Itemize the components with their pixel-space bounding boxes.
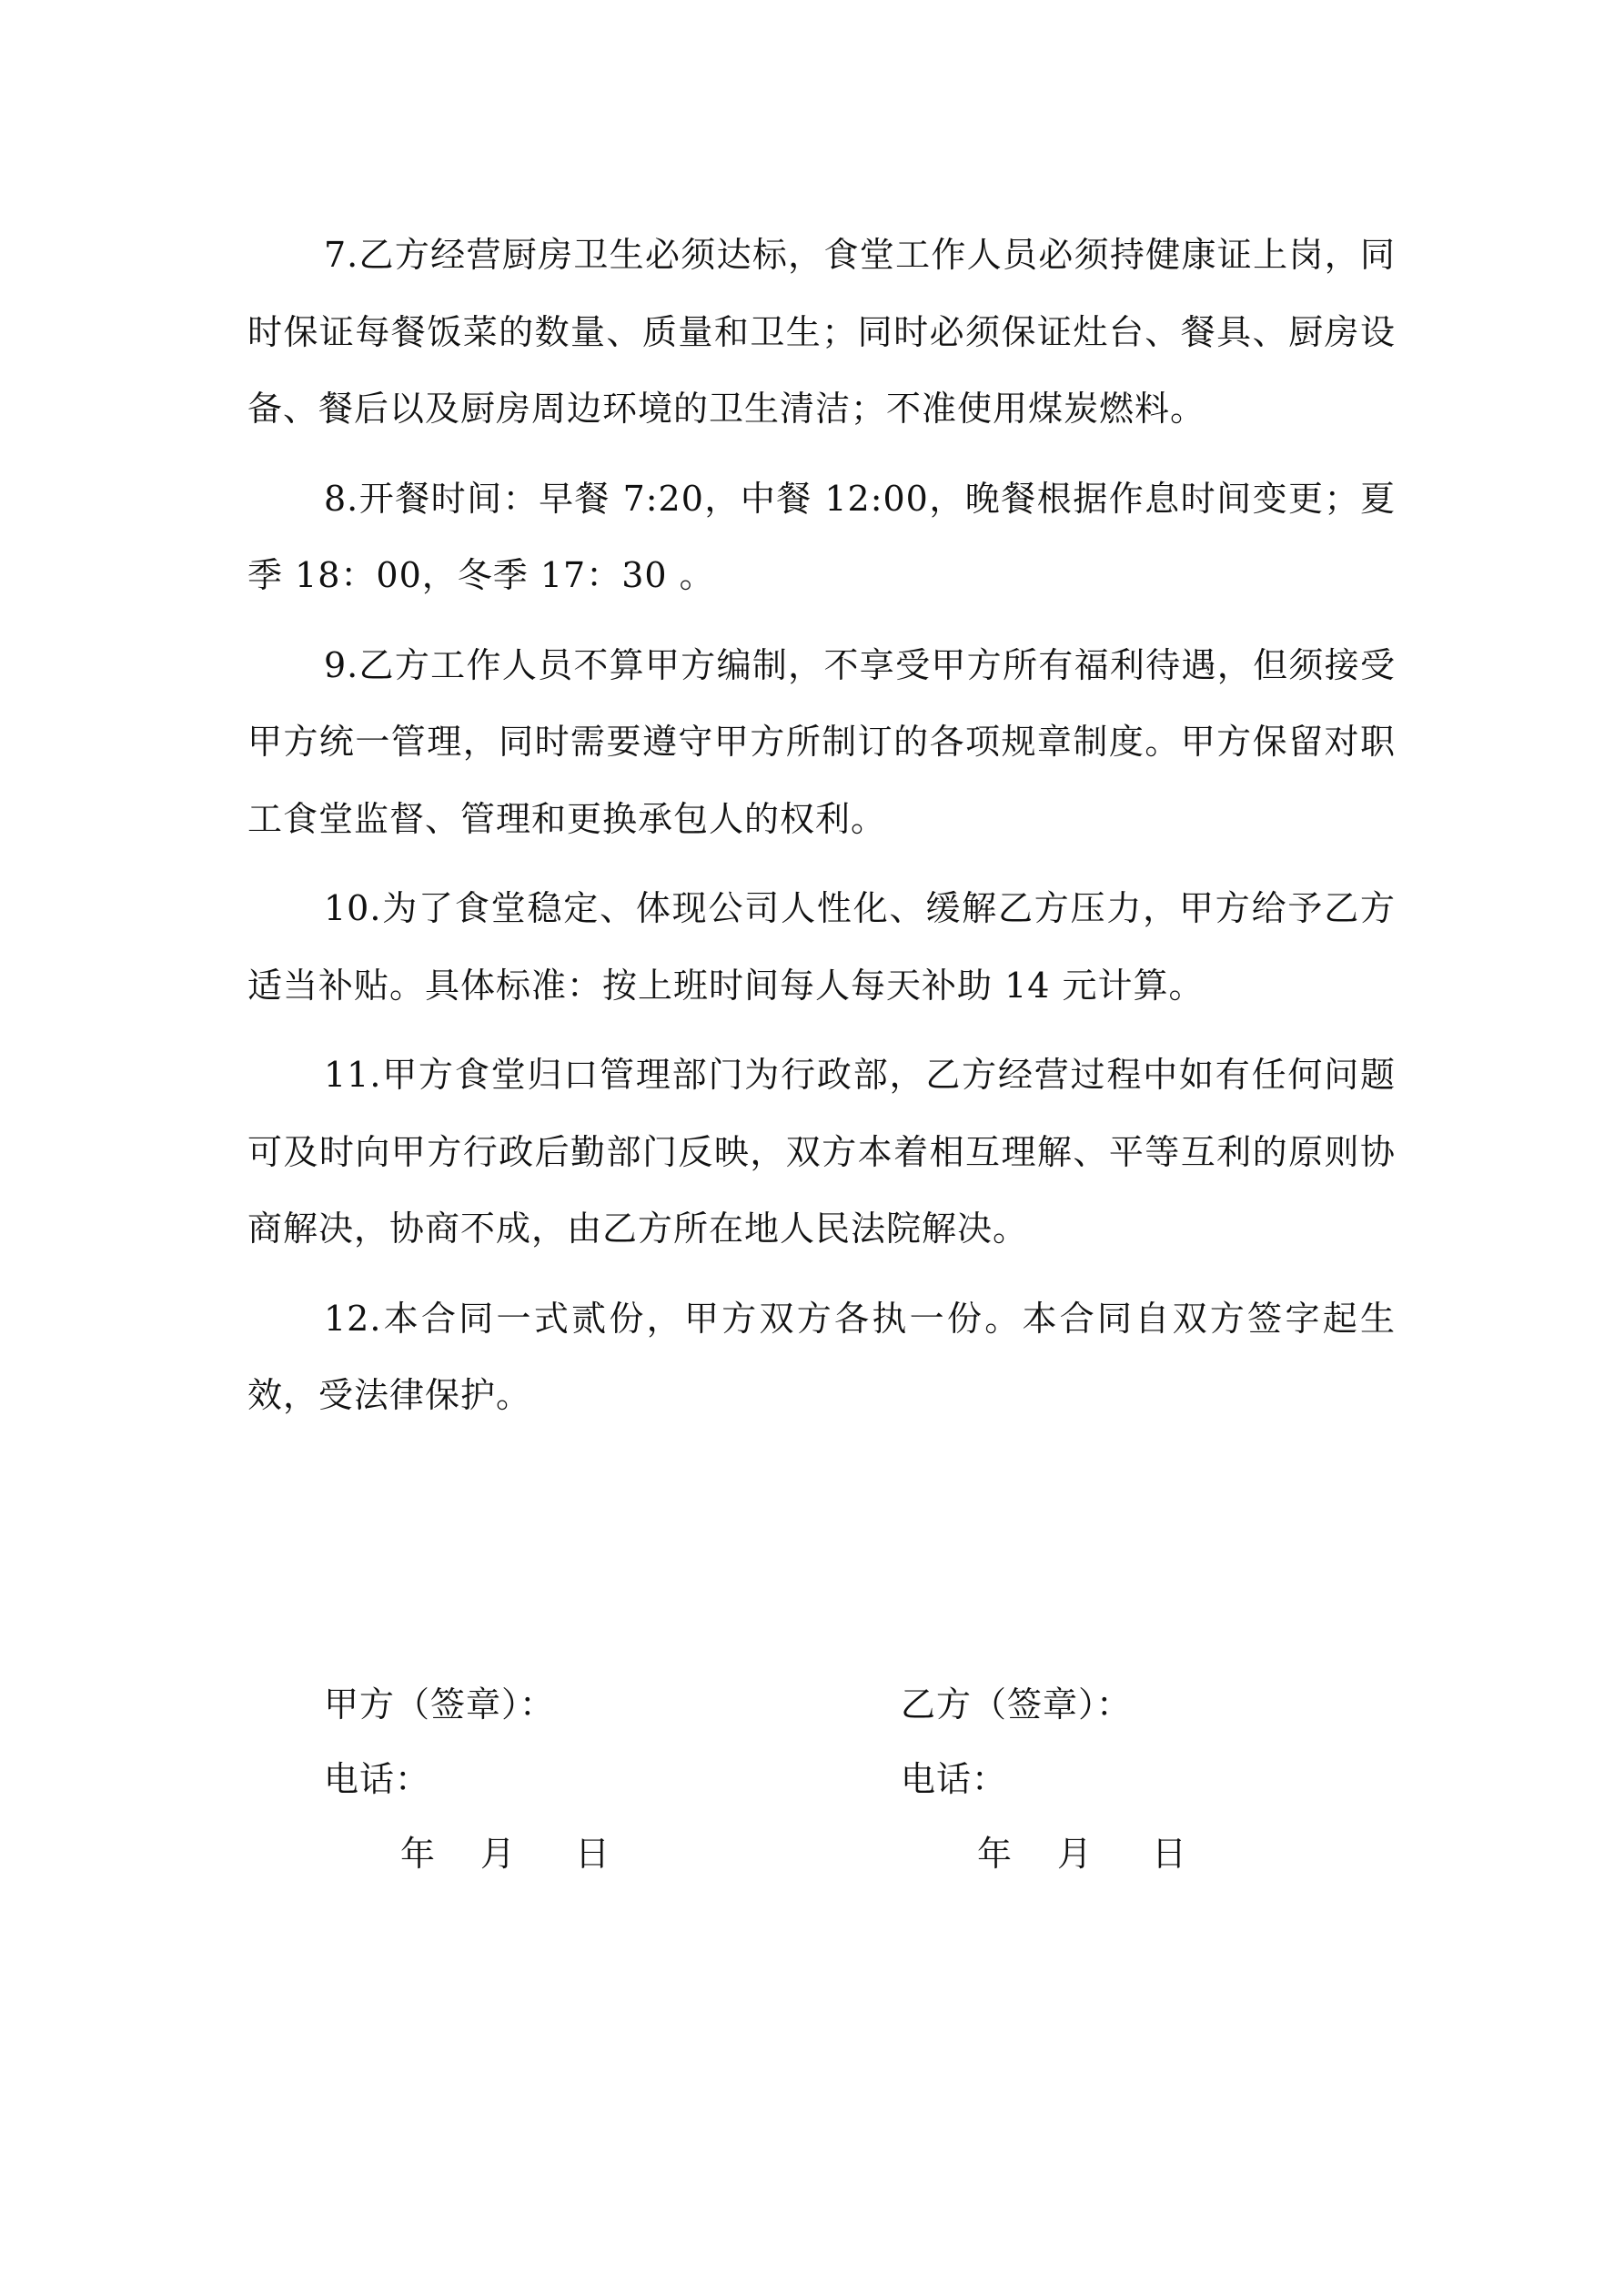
party-a-year-label: 年 [400,1834,437,1874]
clause-9: 9.乙方工作人员不算甲方编制，不享受甲方所有福利待遇，但须接受甲方统一管理，同时需要遵守甲方所制订的各项规章制度。甲方保留对职工食堂监督、管理和更换承包人的权利。 [247,644,1396,839]
clause-11: 11.甲方食堂归口管理部门为行政部，乙方经营过程中如有任何问题可及时向甲方行政后勤部门反映，双方本着相互理解、平等互利的原则协商解决，协商不成，由乙方所在地人民法院解决。 [247,1055,1396,1249]
clause-10: 10.为了食堂稳定、体现公司人性化、缓解乙方压力，甲方给予乙方适当补贴。具体标准：按上班时间每人每天补助 14 元计算。 [247,888,1396,1006]
clause-8: 8.开餐时间：早餐 7:20，中餐 12:00，晚餐根据作息时间变更；夏季 18：00，冬季 17：30 。 [247,478,1396,595]
clause-12: 12.本合同一式贰份，甲方双方各执一份。本合同自双方签字起生效，受法律保护。 [247,1298,1396,1415]
party-b-day-label: 日 [1152,1834,1188,1874]
signature-section [0,1667,1624,1940]
party-b-signature-block [901,1667,1447,1891]
party-b-seal-label: 乙方（签章）： [901,1684,1133,1725]
party-b-date-line [901,1816,1447,1891]
contract-body [247,217,1396,1447]
party-a-month-label: 月 [480,1834,517,1874]
party-a-seal-label: 甲方（签章）： [324,1684,556,1725]
party-b-year-label: 年 [977,1834,1014,1874]
clause-7: 7.乙方经营厨房卫生必须达标，食堂工作人员必须持健康证上岗，同时保证每餐饭菜的数量、质量和卫生；同时必须保证灶台、餐具、厨房设备、餐后以及厨房周边环境的卫生清洁；不准使用煤炭燃料。 [247,235,1396,429]
party-a-phone-label: 电话： [324,1759,431,1799]
party-a-signature-block [324,1667,870,1891]
party-a-date-line [324,1816,870,1891]
party-a-day-label: 日 [575,1834,611,1874]
party-b-phone-label: 电话： [901,1759,1008,1799]
party-b-month-label: 月 [1057,1834,1094,1874]
